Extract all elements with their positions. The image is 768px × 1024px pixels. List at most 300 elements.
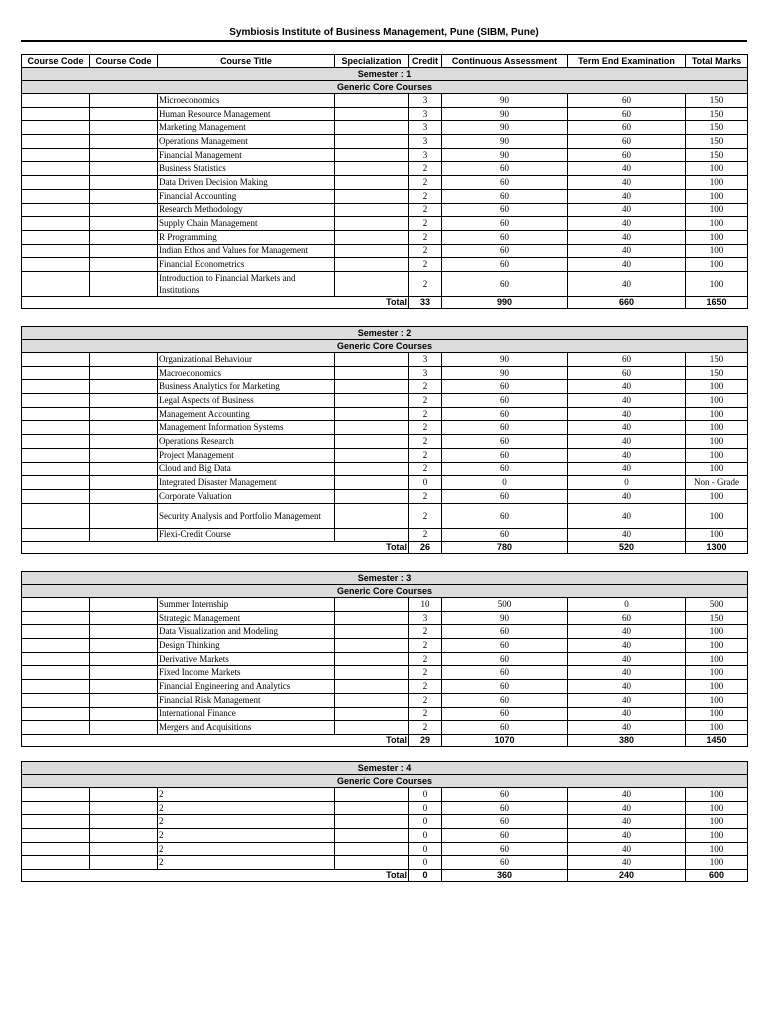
continuous-assessment-cell: 60 bbox=[442, 788, 568, 802]
total-ca-cell: 1070 bbox=[442, 734, 568, 746]
course-row bbox=[22, 107, 748, 121]
course-code-cell bbox=[22, 625, 90, 639]
total-marks-cell: 100 bbox=[686, 721, 748, 735]
course-code-cell bbox=[22, 203, 90, 217]
total-marks-cell: 500 bbox=[686, 598, 748, 612]
course-code-cell bbox=[90, 162, 158, 176]
course-code-cell bbox=[22, 162, 90, 176]
course-code-cell bbox=[90, 528, 158, 542]
course-title-cell: Financial Risk Management bbox=[158, 693, 335, 707]
credit-cell: 0 bbox=[409, 829, 442, 843]
course-code-cell bbox=[22, 801, 90, 815]
term-end-exam-cell: 40 bbox=[568, 230, 686, 244]
term-end-exam-cell: 40 bbox=[568, 842, 686, 856]
continuous-assessment-cell: 60 bbox=[442, 462, 568, 476]
continuous-assessment-cell: 90 bbox=[442, 94, 568, 108]
course-code-cell bbox=[22, 476, 90, 490]
term-end-exam-cell: 40 bbox=[568, 217, 686, 231]
course-code-cell bbox=[22, 503, 90, 528]
credit-cell: 2 bbox=[409, 639, 442, 653]
specialization-cell bbox=[335, 421, 409, 435]
course-title-cell: Supply Chain Management bbox=[158, 217, 335, 231]
total-tee-cell: 240 bbox=[568, 870, 686, 882]
credit-cell: 2 bbox=[409, 693, 442, 707]
course-row bbox=[22, 435, 748, 449]
total-marks-cell: 100 bbox=[686, 842, 748, 856]
total-marks-cell: 150 bbox=[686, 121, 748, 135]
continuous-assessment-cell: 500 bbox=[442, 598, 568, 612]
total-tee-cell: 520 bbox=[568, 542, 686, 554]
course-row bbox=[22, 148, 748, 162]
total-marks-cell: 100 bbox=[686, 639, 748, 653]
course-title-cell: Human Resource Management bbox=[158, 107, 335, 121]
credit-cell: 2 bbox=[409, 421, 442, 435]
course-code-cell bbox=[22, 258, 90, 272]
course-code-cell bbox=[90, 271, 158, 296]
course-code-cell bbox=[22, 788, 90, 802]
course-code-cell bbox=[90, 680, 158, 694]
continuous-assessment-cell: 90 bbox=[442, 135, 568, 149]
course-title-cell: Microeconomics bbox=[158, 94, 335, 108]
course-code-cell bbox=[22, 380, 90, 394]
term-end-exam-cell: 40 bbox=[568, 856, 686, 870]
total-total-cell: 600 bbox=[686, 870, 748, 882]
specialization-cell bbox=[335, 230, 409, 244]
total-marks-cell: 150 bbox=[686, 353, 748, 367]
course-group-row bbox=[22, 585, 748, 598]
continuous-assessment-cell: 0 bbox=[442, 476, 568, 490]
specialization-cell bbox=[335, 856, 409, 870]
course-group-heading: Generic Core Courses bbox=[22, 81, 748, 94]
course-code-cell bbox=[22, 230, 90, 244]
term-end-exam-cell: 60 bbox=[568, 611, 686, 625]
term-end-exam-cell: 40 bbox=[568, 380, 686, 394]
course-title-cell: Macroeconomics bbox=[158, 366, 335, 380]
continuous-assessment-cell: 60 bbox=[442, 448, 568, 462]
course-row bbox=[22, 666, 748, 680]
course-title-cell: Operations Management bbox=[158, 135, 335, 149]
course-title-cell: Mergers and Acquisitions bbox=[158, 721, 335, 735]
term-end-exam-cell: 40 bbox=[568, 462, 686, 476]
course-row bbox=[22, 258, 748, 272]
total-marks-cell: 100 bbox=[686, 489, 748, 503]
continuous-assessment-cell: 60 bbox=[442, 217, 568, 231]
specialization-cell bbox=[335, 829, 409, 843]
page-title: Symbiosis Institute of Business Management, Pune (SIBM, Pune) bbox=[229, 27, 539, 38]
course-title-cell: Design Thinking bbox=[158, 639, 335, 653]
course-code-cell bbox=[22, 856, 90, 870]
course-row bbox=[22, 353, 748, 367]
total-marks-cell: 100 bbox=[686, 176, 748, 190]
specialization-cell bbox=[335, 448, 409, 462]
total-marks-cell: 150 bbox=[686, 94, 748, 108]
credit-cell: 2 bbox=[409, 217, 442, 231]
course-row bbox=[22, 448, 748, 462]
column-header: Course Title bbox=[158, 55, 335, 68]
specialization-cell bbox=[335, 176, 409, 190]
course-row bbox=[22, 652, 748, 666]
total-row bbox=[22, 734, 748, 746]
total-marks-cell: 100 bbox=[686, 435, 748, 449]
credit-cell: 0 bbox=[409, 476, 442, 490]
term-end-exam-cell: 40 bbox=[568, 639, 686, 653]
course-row bbox=[22, 394, 748, 408]
continuous-assessment-cell: 60 bbox=[442, 503, 568, 528]
course-code-cell bbox=[90, 217, 158, 231]
specialization-cell bbox=[335, 94, 409, 108]
semester-heading: Semester : 4 bbox=[22, 762, 748, 775]
course-code-cell bbox=[22, 666, 90, 680]
course-code-cell bbox=[22, 94, 90, 108]
course-code-cell bbox=[90, 842, 158, 856]
credit-cell: 2 bbox=[409, 503, 442, 528]
semester-table bbox=[21, 326, 748, 554]
credit-cell: 2 bbox=[409, 162, 442, 176]
total-tee-cell: 660 bbox=[568, 296, 686, 308]
total-marks-cell: 100 bbox=[686, 829, 748, 843]
course-code-cell bbox=[90, 448, 158, 462]
course-title-cell: Corporate Valuation bbox=[158, 489, 335, 503]
term-end-exam-cell: 60 bbox=[568, 148, 686, 162]
course-title-cell: Financial Management bbox=[158, 148, 335, 162]
course-code-cell bbox=[22, 693, 90, 707]
specialization-cell bbox=[335, 625, 409, 639]
specialization-cell bbox=[335, 680, 409, 694]
continuous-assessment-cell: 60 bbox=[442, 244, 568, 258]
course-title-cell: Security Analysis and Portfolio Management bbox=[158, 503, 335, 528]
term-end-exam-cell: 60 bbox=[568, 121, 686, 135]
course-code-cell bbox=[90, 135, 158, 149]
continuous-assessment-cell: 60 bbox=[442, 707, 568, 721]
course-row bbox=[22, 476, 748, 490]
continuous-assessment-cell: 60 bbox=[442, 639, 568, 653]
continuous-assessment-cell: 90 bbox=[442, 353, 568, 367]
course-row bbox=[22, 721, 748, 735]
course-code-cell bbox=[22, 829, 90, 843]
course-code-cell bbox=[22, 366, 90, 380]
course-row bbox=[22, 707, 748, 721]
total-ca-cell: 360 bbox=[442, 870, 568, 882]
specialization-cell bbox=[335, 435, 409, 449]
specialization-cell bbox=[335, 121, 409, 135]
credit-cell: 2 bbox=[409, 721, 442, 735]
specialization-cell bbox=[335, 353, 409, 367]
course-row bbox=[22, 639, 748, 653]
course-title-cell: 2 bbox=[158, 856, 335, 870]
credit-cell: 3 bbox=[409, 148, 442, 162]
total-marks-cell: 150 bbox=[686, 148, 748, 162]
credit-cell: 2 bbox=[409, 489, 442, 503]
specialization-cell bbox=[335, 407, 409, 421]
course-code-cell bbox=[90, 639, 158, 653]
term-end-exam-cell: 40 bbox=[568, 421, 686, 435]
total-total-cell: 1300 bbox=[686, 542, 748, 554]
continuous-assessment-cell: 60 bbox=[442, 271, 568, 296]
credit-cell: 2 bbox=[409, 462, 442, 476]
course-code-cell bbox=[90, 121, 158, 135]
course-code-cell bbox=[22, 842, 90, 856]
course-code-cell bbox=[90, 666, 158, 680]
credit-cell: 2 bbox=[409, 680, 442, 694]
course-code-cell bbox=[22, 407, 90, 421]
course-title-cell: 2 bbox=[158, 801, 335, 815]
term-end-exam-cell: 0 bbox=[568, 476, 686, 490]
continuous-assessment-cell: 60 bbox=[442, 230, 568, 244]
total-marks-cell: 100 bbox=[686, 856, 748, 870]
semester-heading: Semester : 3 bbox=[22, 572, 748, 585]
total-label: Total bbox=[22, 870, 409, 882]
total-marks-cell: 100 bbox=[686, 230, 748, 244]
course-row bbox=[22, 842, 748, 856]
total-credit-cell: 29 bbox=[409, 734, 442, 746]
continuous-assessment-cell: 90 bbox=[442, 366, 568, 380]
course-code-cell bbox=[22, 721, 90, 735]
total-label: Total bbox=[22, 734, 409, 746]
credit-cell: 2 bbox=[409, 258, 442, 272]
total-marks-cell: 100 bbox=[686, 448, 748, 462]
specialization-cell bbox=[335, 462, 409, 476]
course-code-cell bbox=[90, 421, 158, 435]
term-end-exam-cell: 40 bbox=[568, 503, 686, 528]
credit-cell: 0 bbox=[409, 856, 442, 870]
total-marks-cell: 100 bbox=[686, 203, 748, 217]
course-code-cell bbox=[90, 625, 158, 639]
course-code-cell bbox=[90, 693, 158, 707]
continuous-assessment-cell: 60 bbox=[442, 435, 568, 449]
total-total-cell: 1650 bbox=[686, 296, 748, 308]
total-marks-cell: 100 bbox=[686, 162, 748, 176]
course-code-cell bbox=[22, 135, 90, 149]
term-end-exam-cell: 40 bbox=[568, 528, 686, 542]
continuous-assessment-cell: 60 bbox=[442, 721, 568, 735]
credit-cell: 3 bbox=[409, 121, 442, 135]
course-code-cell bbox=[90, 394, 158, 408]
course-row bbox=[22, 162, 748, 176]
course-title-cell: Fixed Income Markets bbox=[158, 666, 335, 680]
course-code-cell bbox=[90, 366, 158, 380]
specialization-cell bbox=[335, 503, 409, 528]
total-marks-cell: 100 bbox=[686, 666, 748, 680]
semester-table bbox=[21, 571, 748, 747]
total-marks-cell: 100 bbox=[686, 815, 748, 829]
course-title-cell: Flexi-Credit Course bbox=[158, 528, 335, 542]
course-row bbox=[22, 380, 748, 394]
course-title-cell: Data Visualization and Modeling bbox=[158, 625, 335, 639]
term-end-exam-cell: 60 bbox=[568, 135, 686, 149]
course-row bbox=[22, 121, 748, 135]
specialization-cell bbox=[335, 203, 409, 217]
term-end-exam-cell: 40 bbox=[568, 394, 686, 408]
term-end-exam-cell: 40 bbox=[568, 271, 686, 296]
course-code-cell bbox=[90, 407, 158, 421]
continuous-assessment-cell: 60 bbox=[442, 842, 568, 856]
title-divider bbox=[21, 40, 747, 42]
course-code-cell bbox=[90, 652, 158, 666]
term-end-exam-cell: 40 bbox=[568, 680, 686, 694]
credit-cell: 3 bbox=[409, 366, 442, 380]
continuous-assessment-cell: 60 bbox=[442, 801, 568, 815]
course-code-cell bbox=[22, 353, 90, 367]
total-marks-cell: Non - Grade bbox=[686, 476, 748, 490]
semester-heading: Semester : 2 bbox=[22, 327, 748, 340]
term-end-exam-cell: 40 bbox=[568, 721, 686, 735]
course-code-cell bbox=[22, 598, 90, 612]
specialization-cell bbox=[335, 611, 409, 625]
total-marks-cell: 100 bbox=[686, 652, 748, 666]
specialization-cell bbox=[335, 528, 409, 542]
total-marks-cell: 100 bbox=[686, 625, 748, 639]
total-marks-cell: 150 bbox=[686, 107, 748, 121]
course-row bbox=[22, 230, 748, 244]
total-marks-cell: 100 bbox=[686, 801, 748, 815]
specialization-cell bbox=[335, 652, 409, 666]
total-marks-cell: 100 bbox=[686, 680, 748, 694]
course-row bbox=[22, 421, 748, 435]
course-row bbox=[22, 528, 748, 542]
credit-cell: 2 bbox=[409, 230, 442, 244]
course-row bbox=[22, 693, 748, 707]
course-row bbox=[22, 244, 748, 258]
total-credit-cell: 33 bbox=[409, 296, 442, 308]
total-marks-cell: 100 bbox=[686, 394, 748, 408]
course-code-cell bbox=[90, 503, 158, 528]
course-row bbox=[22, 611, 748, 625]
course-title-cell: Integrated Disaster Management bbox=[158, 476, 335, 490]
term-end-exam-cell: 60 bbox=[568, 366, 686, 380]
credit-cell: 10 bbox=[409, 598, 442, 612]
course-code-cell bbox=[90, 258, 158, 272]
course-code-cell bbox=[90, 107, 158, 121]
semester-table bbox=[21, 761, 748, 882]
course-code-cell bbox=[90, 611, 158, 625]
course-group-row bbox=[22, 340, 748, 353]
term-end-exam-cell: 40 bbox=[568, 407, 686, 421]
course-code-cell bbox=[90, 435, 158, 449]
course-code-cell bbox=[90, 353, 158, 367]
specialization-cell bbox=[335, 721, 409, 735]
course-row bbox=[22, 680, 748, 694]
continuous-assessment-cell: 60 bbox=[442, 856, 568, 870]
column-header: Course Code bbox=[90, 55, 158, 68]
credit-cell: 3 bbox=[409, 353, 442, 367]
course-title-cell: 2 bbox=[158, 829, 335, 843]
course-title-cell: Organizational Behaviour bbox=[158, 353, 335, 367]
course-code-cell bbox=[22, 611, 90, 625]
term-end-exam-cell: 40 bbox=[568, 435, 686, 449]
term-end-exam-cell: 40 bbox=[568, 189, 686, 203]
column-header: Total Marks bbox=[686, 55, 748, 68]
total-marks-cell: 150 bbox=[686, 366, 748, 380]
continuous-assessment-cell: 90 bbox=[442, 611, 568, 625]
course-title-cell: Introduction to Financial Markets and Institutions bbox=[158, 271, 335, 296]
course-row bbox=[22, 94, 748, 108]
course-code-cell bbox=[90, 230, 158, 244]
term-end-exam-cell: 40 bbox=[568, 829, 686, 843]
continuous-assessment-cell: 60 bbox=[442, 693, 568, 707]
specialization-cell bbox=[335, 271, 409, 296]
course-title-cell: Indian Ethos and Values for Management bbox=[158, 244, 335, 258]
total-tee-cell: 380 bbox=[568, 734, 686, 746]
course-group-heading: Generic Core Courses bbox=[22, 585, 748, 598]
course-title-cell: Financial Econometrics bbox=[158, 258, 335, 272]
total-ca-cell: 780 bbox=[442, 542, 568, 554]
course-group-row bbox=[22, 81, 748, 94]
credit-cell: 2 bbox=[409, 528, 442, 542]
specialization-cell bbox=[335, 107, 409, 121]
course-code-cell bbox=[90, 380, 158, 394]
course-code-cell bbox=[22, 271, 90, 296]
continuous-assessment-cell: 60 bbox=[442, 189, 568, 203]
course-code-cell bbox=[22, 148, 90, 162]
course-title-cell: Marketing Management bbox=[158, 121, 335, 135]
course-code-cell bbox=[22, 489, 90, 503]
total-marks-cell: 100 bbox=[686, 189, 748, 203]
credit-cell: 2 bbox=[409, 435, 442, 449]
course-code-cell bbox=[90, 462, 158, 476]
course-title-cell: Strategic Management bbox=[158, 611, 335, 625]
term-end-exam-cell: 40 bbox=[568, 258, 686, 272]
specialization-cell bbox=[335, 707, 409, 721]
specialization-cell bbox=[335, 815, 409, 829]
course-group-heading: Generic Core Courses bbox=[22, 775, 748, 788]
continuous-assessment-cell: 60 bbox=[442, 162, 568, 176]
course-row bbox=[22, 176, 748, 190]
specialization-cell bbox=[335, 148, 409, 162]
semester-heading: Semester : 1 bbox=[22, 68, 748, 81]
total-marks-cell: 100 bbox=[686, 380, 748, 394]
credit-cell: 2 bbox=[409, 652, 442, 666]
course-row bbox=[22, 503, 748, 528]
credit-cell: 3 bbox=[409, 611, 442, 625]
continuous-assessment-cell: 60 bbox=[442, 652, 568, 666]
course-group-row bbox=[22, 775, 748, 788]
specialization-cell bbox=[335, 693, 409, 707]
specialization-cell bbox=[335, 842, 409, 856]
continuous-assessment-cell: 60 bbox=[442, 203, 568, 217]
term-end-exam-cell: 40 bbox=[568, 666, 686, 680]
semester-heading-row bbox=[22, 572, 748, 585]
course-row bbox=[22, 203, 748, 217]
total-credit-cell: 26 bbox=[409, 542, 442, 554]
term-end-exam-cell: 40 bbox=[568, 801, 686, 815]
credit-cell: 0 bbox=[409, 842, 442, 856]
continuous-assessment-cell: 90 bbox=[442, 107, 568, 121]
column-header-row bbox=[22, 55, 748, 68]
continuous-assessment-cell: 60 bbox=[442, 407, 568, 421]
continuous-assessment-cell: 60 bbox=[442, 815, 568, 829]
course-code-cell bbox=[90, 489, 158, 503]
specialization-cell bbox=[335, 489, 409, 503]
total-credit-cell: 0 bbox=[409, 870, 442, 882]
course-row bbox=[22, 217, 748, 231]
course-row bbox=[22, 829, 748, 843]
course-code-cell bbox=[90, 815, 158, 829]
course-row bbox=[22, 815, 748, 829]
specialization-cell bbox=[335, 394, 409, 408]
course-title-cell: Cloud and Big Data bbox=[158, 462, 335, 476]
course-code-cell bbox=[22, 448, 90, 462]
specialization-cell bbox=[335, 135, 409, 149]
credit-cell: 2 bbox=[409, 380, 442, 394]
course-code-cell bbox=[90, 189, 158, 203]
semester-heading-row bbox=[22, 68, 748, 81]
credit-cell: 2 bbox=[409, 176, 442, 190]
specialization-cell bbox=[335, 244, 409, 258]
credit-cell: 2 bbox=[409, 448, 442, 462]
continuous-assessment-cell: 60 bbox=[442, 421, 568, 435]
course-row bbox=[22, 801, 748, 815]
specialization-cell bbox=[335, 189, 409, 203]
